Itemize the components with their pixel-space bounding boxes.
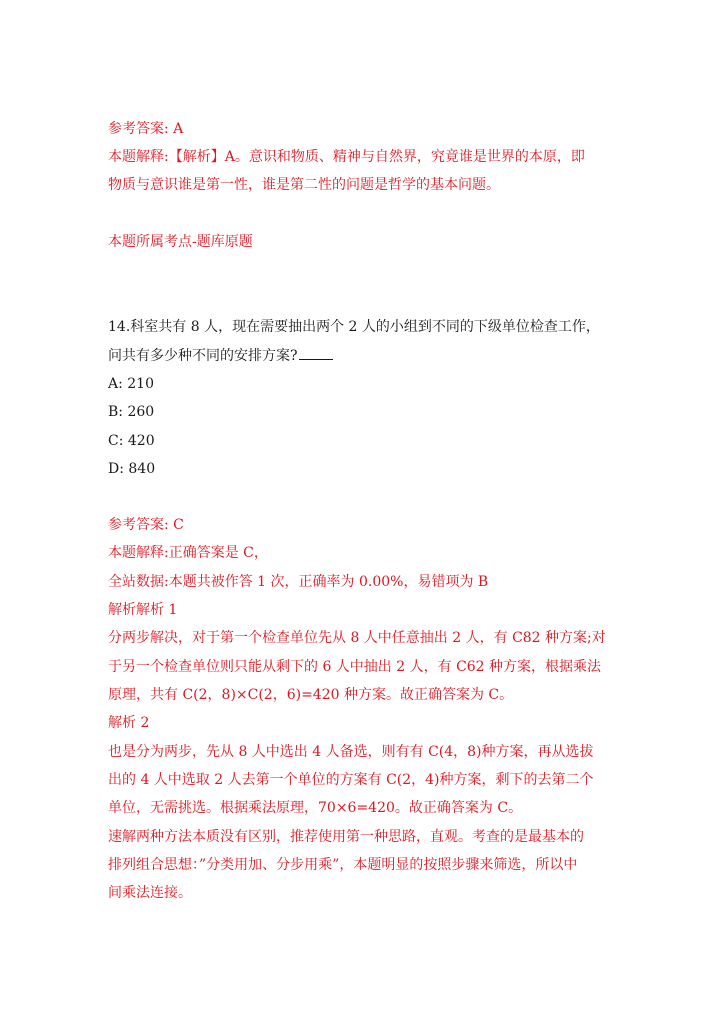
option-b: B: 260 xyxy=(108,404,155,420)
question-stem-line-2 xyxy=(108,345,333,365)
explanation-line: 解析解析 1 xyxy=(108,602,178,618)
question-stem-line: 14.科室共有 8 人，现在需要抽出两个 2 人的小组到不同的下级单位检查工作， xyxy=(108,319,600,335)
explanation-line: 出的 4 人中选取 2 人去第一个单位的方案有 C(2，4)种方案，剩下的去第二个 xyxy=(108,772,594,788)
option-a: A: 210 xyxy=(108,376,154,392)
prev-category: 本题所属考点-题库原题 xyxy=(108,234,253,250)
prev-answer: 参考答案: A xyxy=(108,121,184,137)
explanation-line: 于另一个检查单位则只能从剩下的 6 人中抽出 2 人，有 C62 种方案，根据乘法 xyxy=(108,659,602,675)
answer-blank xyxy=(299,345,333,360)
explanation-line: 单位，无需挑选。根据乘法原理，70×6=420。故正确答案为 C。 xyxy=(108,800,523,816)
option-d: D: 840 xyxy=(108,461,156,477)
answer-label: 参考答案: C xyxy=(108,517,184,533)
option-c: C: 420 xyxy=(108,433,155,449)
explanation-line: 速解两种方法本质没有区别，推荐使用第一种思路，直观。考查的是最基本的 xyxy=(108,829,584,845)
prev-explanation-line: 物质与意识谁是第一性，谁是第二性的问题是哲学的基本问题。 xyxy=(108,177,500,193)
explanation-line: 间乘法连接。 xyxy=(108,885,192,901)
explanation-line: 本题解释:正确答案是 C， xyxy=(108,545,268,561)
explanation-line: 原理，共有 C(2，8)×C(2，6)=420 种方案。故正确答案为 C。 xyxy=(108,687,514,703)
explanation-line: 解析 2 xyxy=(108,715,150,731)
explanation-line: 全站数据:本题共被作答 1 次，正确率为 0.00%，易错项为 B xyxy=(108,574,489,590)
explanation-line: 也是分为两步，先从 8 人中选出 4 人备选，则有有 C(4，8)种方案，再从选拔 xyxy=(108,744,594,760)
explanation-line: 分两步解决，对于第一个检查单位先从 8 人中任意抽出 2 人，有 C82 种方案;对 xyxy=(108,630,606,646)
question-stem-text: 问共有多少种不同的安排方案? xyxy=(108,348,298,364)
prev-explanation-line: 本题解释:【解析】A。意识和物质、精神与自然界，究竟谁是世界的本原，即 xyxy=(108,149,585,165)
explanation-line: 排列组合思想：”分类用加、分步用乘”，本题明显的按照步骤来筛选，所以中 xyxy=(108,857,578,873)
